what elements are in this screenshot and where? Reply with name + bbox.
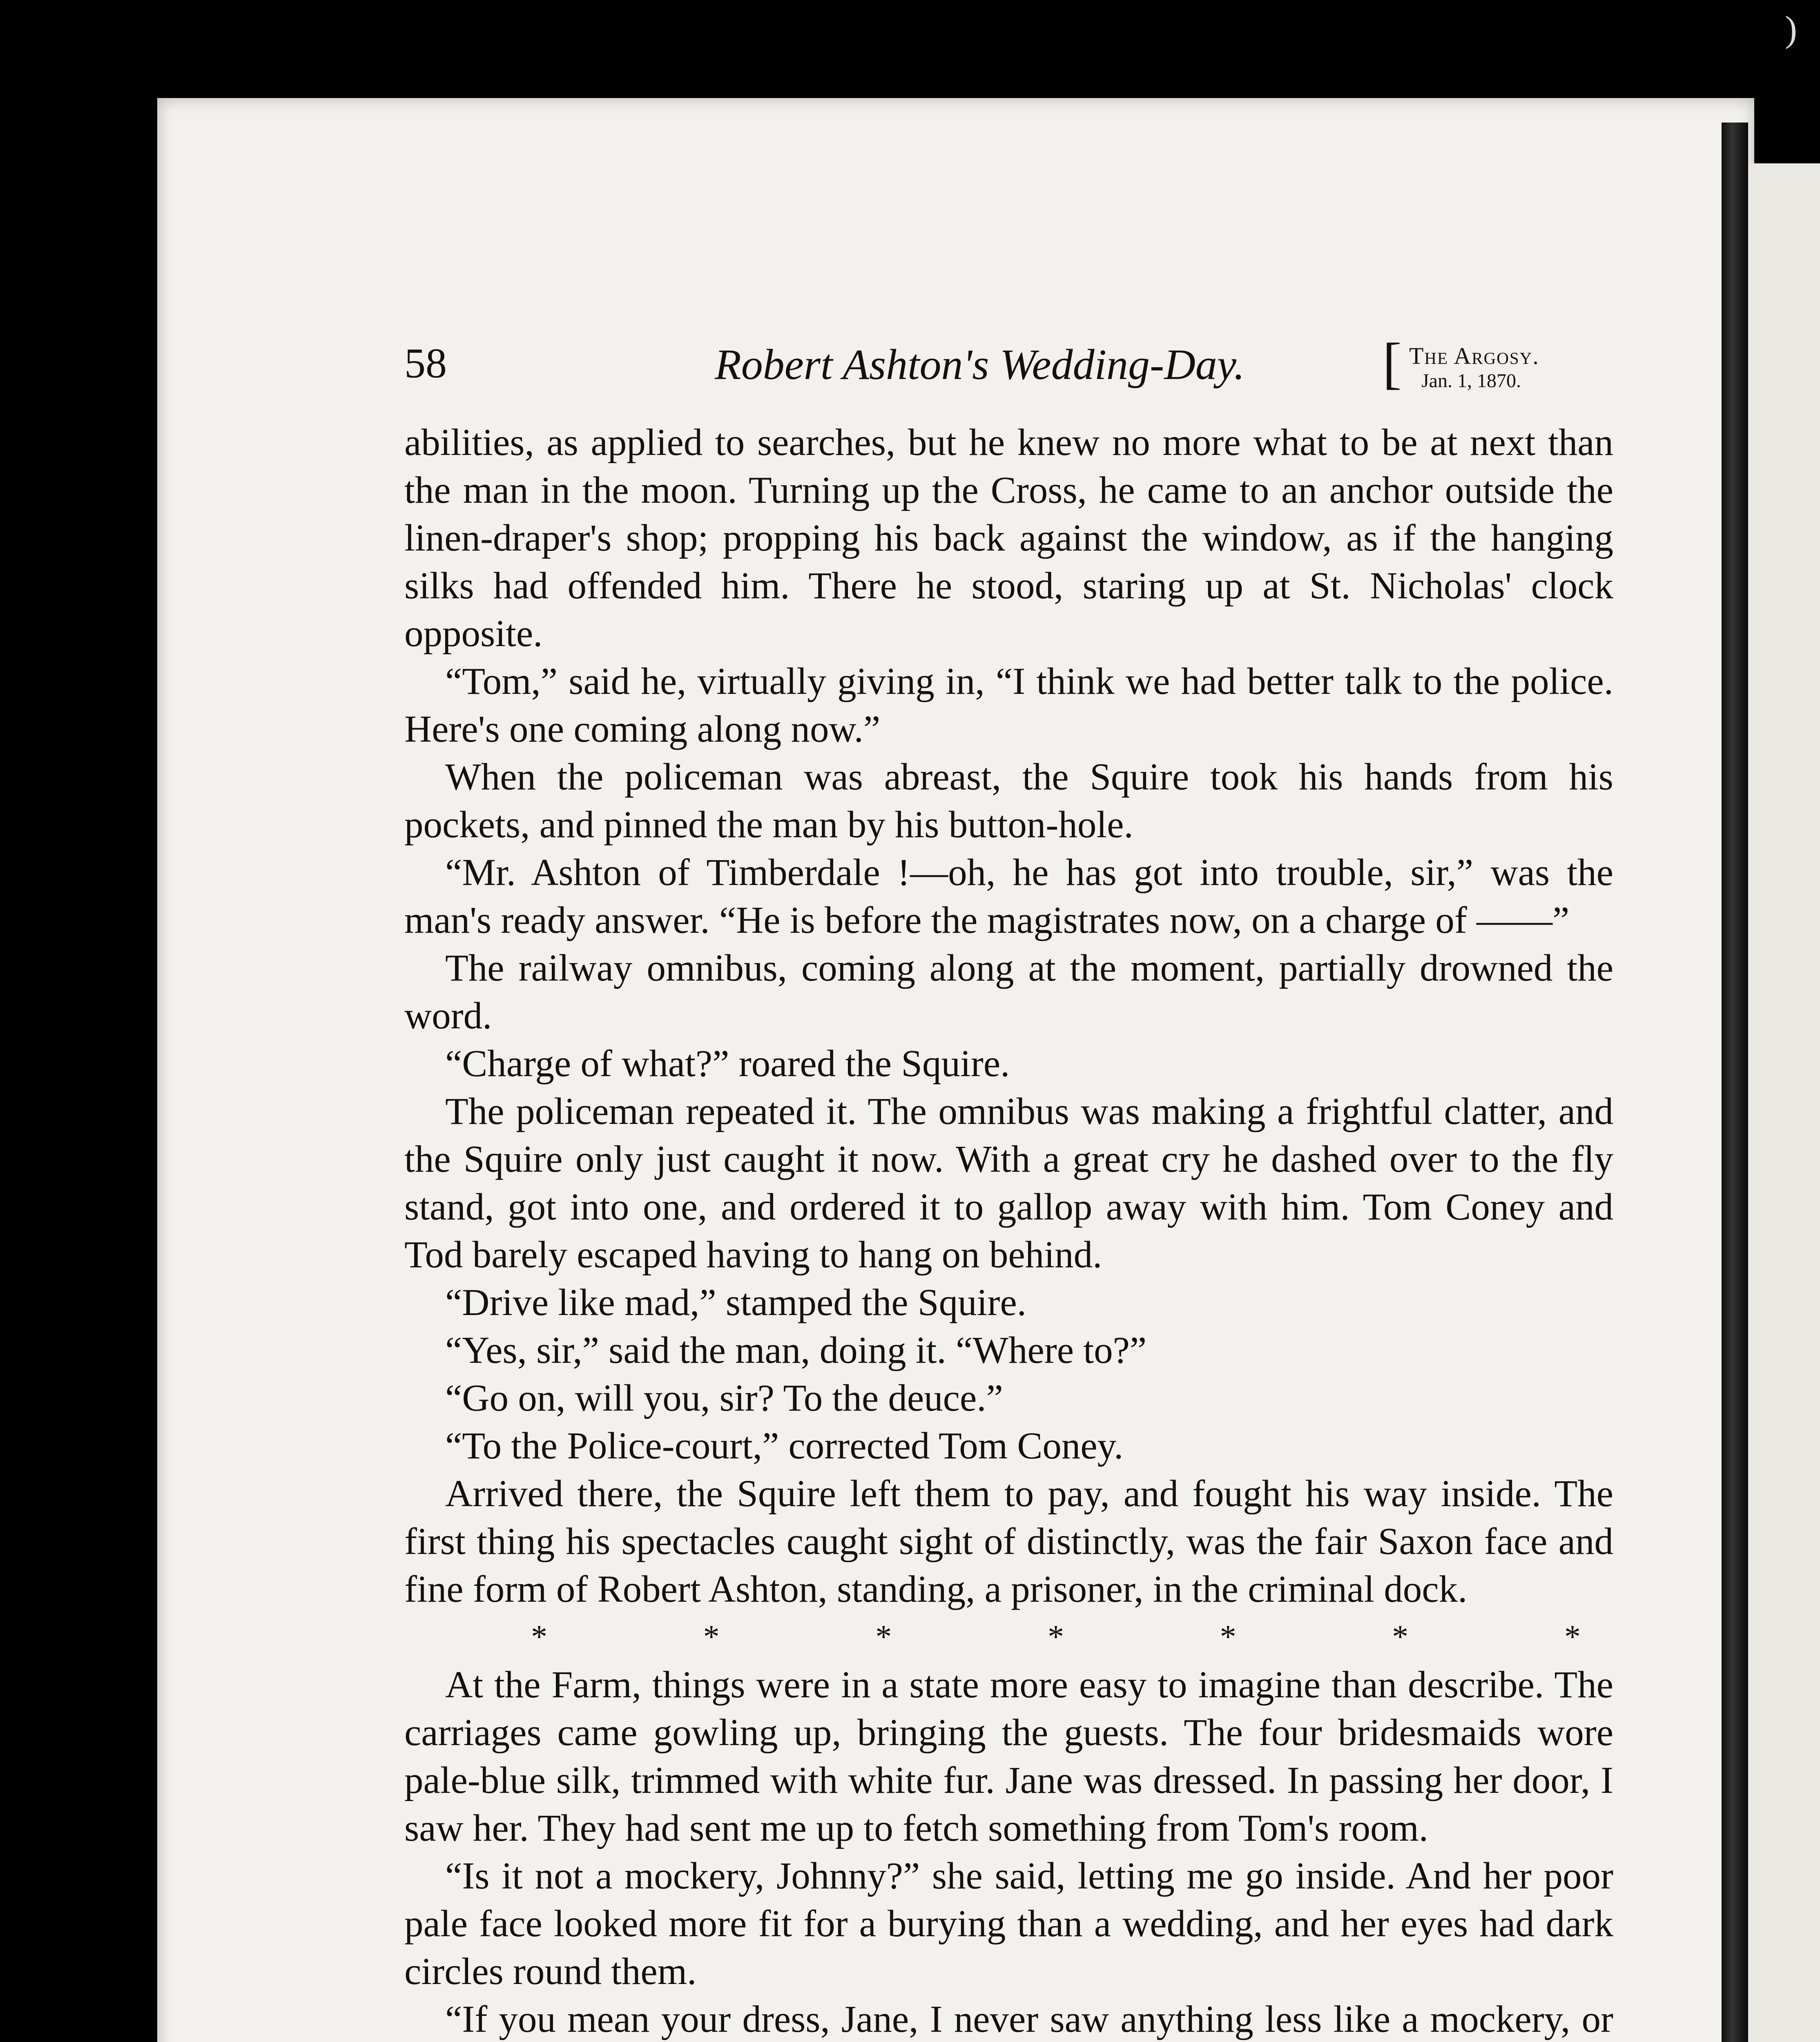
- facing-page-edge: [1748, 163, 1820, 2042]
- paragraph: “Go on, will you, sir? To the deuce.”: [445, 1377, 1003, 1419]
- asterisk: *: [1220, 1619, 1236, 1655]
- asterisk: *: [703, 1619, 720, 1655]
- running-title: Robert Ashton's Wedding-Day.: [715, 341, 1245, 388]
- paragraph: abilities, as applied to searches, but he knew no more what to be at next than the man in the moon. Turning up the Cross, he came to an anchor outside the linen-draper's shop; propping his back against the window, as if the hanging silks had offended him. There he stood, staring up at St. Nicholas' clock opposite.: [404, 421, 1613, 655]
- paragraph: At the Farm, things were in a state more easy to imagine than describe. The carriages came gowling up, bringing the guests. The four bridesmaids wore pale-blue silk, trimmed with white fur. Jane was dressed. In passing her door, I saw her. They had sent me up to fetch something from Tom's room.: [404, 1664, 1613, 1849]
- paragraph: “If you mean your dress, Jane, I never saw anything less like a mockery, or: [445, 1998, 1613, 2040]
- section-break: [404, 1613, 1613, 1661]
- paragraph: When the policeman was abreast, the Squire took his hands from his pockets, and pinned the man by his button-hole.: [404, 756, 1613, 846]
- paragraph: “Mr. Ashton of Timberdale !—oh, he has got into trouble, sir,” was the man's ready answer. “He is before the magistrates now, on a charge of ——”: [404, 852, 1613, 941]
- page-header: [404, 332, 1613, 396]
- paragraph: “Is it not a mockery, Johnny?” she said, letting me go inside. And her poor pale face looked more fit for a burying than a wedding, and her eyes had dark circles round them.: [404, 1855, 1613, 1993]
- paragraph: “Drive like mad,” stamped the Squire.: [445, 1282, 1026, 1324]
- page-number: 58: [404, 340, 447, 387]
- paragraph: The policeman repeated it. The omnibus was making a frightful clatter, and the Squire only just caught it now. With a great cry he dashed over to the fly stand, got into one, and ordered it to gallop away with him. Tom Coney and Tod barely escaped having to hang on behind.: [404, 1090, 1613, 1276]
- source-citation: [1409, 342, 1539, 392]
- asterisk: *: [1047, 1619, 1064, 1655]
- asterisk: *: [1564, 1619, 1581, 1655]
- corner-mark: ): [1785, 9, 1797, 49]
- paragraph: “Yes, sir,” said the man, doing it. “Where to?”: [445, 1329, 1147, 1371]
- source-date: Jan. 1, 1870.: [1421, 370, 1521, 392]
- paragraph: “Tom,” said he, virtually giving in, “I think we had better talk to the police. Here's one coming along now.”: [404, 660, 1613, 750]
- page-gutter-shadow: [1722, 123, 1748, 2042]
- paragraph: “To the Police-court,” corrected Tom Coney.: [445, 1425, 1124, 1467]
- body-text: [404, 419, 1613, 2042]
- source-name: The Argosy.: [1409, 343, 1539, 369]
- paragraph: Arrived there, the Squire left them to pay, and fought his way inside. The first thing his spectacles caught sight of distinctly, was the fair Saxon face and fine form of Robert Ashton, standing, a prisoner, in the criminal dock.: [404, 1473, 1613, 1610]
- header-bracket: [: [1383, 332, 1402, 395]
- paragraph: “Charge of what?” roared the Squire.: [445, 1043, 1010, 1085]
- paragraph: The railway omnibus, coming along at the moment, partially drowned the word.: [404, 947, 1613, 1037]
- asterisk: *: [531, 1619, 547, 1655]
- asterisk: *: [1392, 1619, 1409, 1655]
- asterisk: *: [875, 1619, 892, 1655]
